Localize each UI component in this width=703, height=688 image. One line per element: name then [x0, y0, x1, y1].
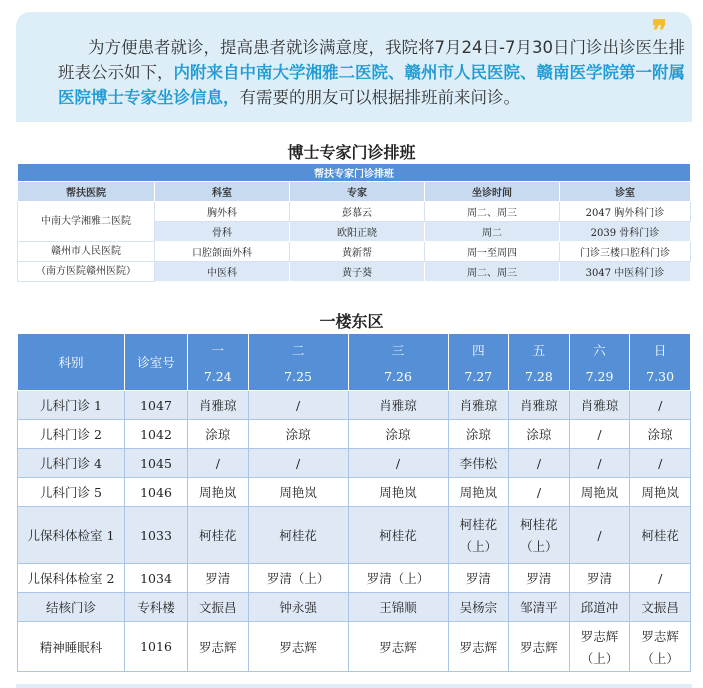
schedule-cell [630, 478, 691, 507]
expert-name: 黄子葵 [290, 262, 425, 282]
header-day-5 [509, 334, 570, 391]
schedule-cell [248, 420, 348, 449]
date-label: 7.28 [525, 368, 553, 384]
expert-dept: 胸外科 [155, 202, 290, 222]
cell-line: （上） [580, 650, 619, 666]
date-label: 7.25 [284, 368, 312, 384]
schedule-cell [509, 622, 570, 672]
cell-line: 钟永强 [279, 600, 317, 615]
header-day-7 [630, 334, 691, 391]
east-schedule-table [17, 333, 691, 672]
schedule-cell [630, 391, 691, 420]
expert-schedule-table [17, 163, 691, 282]
expert-time: 周二、周三 [425, 202, 560, 222]
expert-room: 3047 中医科门诊 [560, 262, 691, 282]
header-day-4 [448, 334, 509, 391]
expert-room: 2039 骨科门诊 [560, 222, 691, 242]
cell-line: 肖雅琼 [199, 398, 237, 413]
weekday-label: 日 [653, 342, 667, 358]
notice-box [16, 12, 692, 122]
cell-line: / [597, 527, 602, 543]
schedule-cell [509, 593, 570, 622]
weekday-label: 四 [472, 342, 485, 358]
expert-time: 周一至周四 [425, 242, 560, 262]
date-label: 7.30 [646, 368, 675, 384]
expert-dept: 中医科 [155, 262, 290, 282]
schedule-cell [188, 564, 249, 593]
table-row [18, 449, 691, 478]
cell-line: 邹清平 [520, 600, 558, 615]
notice-text [58, 35, 688, 110]
schedule-cell [569, 622, 630, 672]
schedule-cell [348, 391, 448, 420]
room-cell: 1034 [125, 564, 188, 593]
dept-cell: 儿保科体检室 2 [18, 564, 125, 593]
expert-time: 周二 [425, 222, 560, 242]
header-day-1 [188, 334, 249, 391]
cell-line: 柯桂花 [199, 528, 237, 543]
cell-line: 罗志辉 [580, 628, 619, 644]
schedule-cell [509, 391, 570, 420]
schedule-cell [348, 420, 448, 449]
schedule-cell [188, 420, 249, 449]
cell-line: 肖雅琼 [459, 398, 498, 413]
expert-time: 周二、周三 [425, 262, 560, 282]
expert-name: 黄新帮 [290, 242, 425, 262]
cell-line: 罗清（上） [366, 571, 430, 586]
room-cell: 1047 [125, 391, 188, 420]
expert-name: 欧阳正晓 [290, 222, 425, 242]
expert-table-caption: 帮扶专家门诊排班 [18, 164, 691, 182]
cell-line: 肖雅琼 [379, 398, 417, 413]
cell-line: 周艳岚 [459, 485, 498, 500]
date-label: 7.27 [464, 368, 493, 384]
schedule-cell [248, 478, 348, 507]
room-cell: 1016 [125, 622, 188, 672]
cell-line: 周艳岚 [279, 485, 317, 500]
schedule-cell [569, 564, 630, 593]
cell-line: / [658, 455, 663, 471]
cell-line: 罗志辉 [520, 639, 558, 655]
dept-cell: 儿科门诊 4 [18, 449, 125, 478]
schedule-cell [188, 622, 249, 672]
schedule-cell [509, 507, 570, 564]
notice-part2: 有需要的朋友可以根据排班前来问诊。 [239, 88, 520, 107]
schedule-cell [630, 622, 691, 672]
room-cell: 1033 [125, 507, 188, 564]
cell-line: 罗志辉 [199, 639, 237, 655]
east-section-title: 一楼东区 [319, 312, 384, 331]
expert-dept: 骨科 [155, 222, 290, 242]
schedule-cell [448, 564, 509, 593]
expert-room: 2047 胸外科门诊 [560, 202, 691, 222]
cell-line: 周艳岚 [379, 485, 417, 500]
header-dept: 科别 [18, 334, 125, 391]
schedule-cell [448, 420, 509, 449]
table-row [18, 593, 691, 622]
cell-line: 涂琼 [526, 427, 552, 442]
schedule-cell [509, 449, 570, 478]
header-room: 诊室 [560, 182, 691, 202]
cell-line: / [295, 397, 301, 413]
header-hospital: 帮扶医院 [18, 182, 155, 202]
header-day-2 [248, 334, 348, 391]
schedule-cell [448, 478, 509, 507]
cell-line: 罗清 [205, 571, 231, 586]
hospital-ganzhou-line1: 赣州市人民医院 [18, 242, 155, 262]
header-day-3 [348, 334, 448, 391]
cell-line: 罗志辉 [279, 639, 317, 655]
cell-line: （上） [641, 650, 679, 666]
schedule-cell [569, 478, 630, 507]
weekday-label: 二 [291, 342, 305, 358]
weekday-label: 五 [532, 342, 546, 358]
cell-line: 王锦顺 [379, 600, 417, 615]
table-row [18, 564, 691, 593]
schedule-cell [509, 564, 570, 593]
schedule-cell [348, 449, 448, 478]
schedule-cell [188, 449, 249, 478]
schedule-cell [248, 391, 348, 420]
cell-line: 涂琼 [647, 427, 673, 442]
schedule-cell [569, 391, 630, 420]
schedule-cell [248, 622, 348, 672]
cell-line: 文振昌 [199, 600, 237, 615]
cell-line: 周艳岚 [199, 485, 237, 500]
cell-line: / [295, 455, 301, 471]
header-time: 坐诊时间 [425, 182, 560, 202]
schedule-cell [348, 507, 448, 564]
schedule-cell [188, 507, 249, 564]
schedule-cell [569, 449, 630, 478]
cell-line: 肖雅琼 [580, 398, 619, 413]
cell-line: 罗清 [587, 571, 613, 586]
cell-line: 吴杨宗 [459, 600, 498, 615]
room-cell: 1042 [125, 420, 188, 449]
cell-line: 罗清（上） [266, 571, 330, 586]
schedule-cell [630, 507, 691, 564]
schedule-cell [448, 449, 509, 478]
weekday-label: 一 [211, 342, 225, 358]
cell-line: 柯桂花 [520, 517, 558, 532]
cell-line: 柯桂花 [379, 528, 417, 543]
schedule-cell [188, 593, 249, 622]
cell-line: / [597, 455, 602, 471]
dept-cell: 儿科门诊 1 [18, 391, 125, 420]
schedule-cell [630, 564, 691, 593]
cell-line: 罗志辉 [641, 628, 679, 644]
table-row [18, 507, 691, 564]
schedule-cell [248, 593, 348, 622]
cell-line: / [597, 426, 602, 442]
room-cell: 1046 [125, 478, 188, 507]
schedule-cell [569, 593, 630, 622]
cell-line: 文振昌 [641, 600, 679, 615]
schedule-cell [448, 622, 509, 672]
cell-line: 涂琼 [385, 427, 411, 442]
expert-room: 门诊三楼口腔科门诊 [560, 242, 691, 262]
dept-cell: 精神睡眠科 [18, 622, 125, 672]
hospital-xiangya: 中南大学湘雅二医院 [18, 202, 155, 242]
cell-line: / [536, 484, 542, 500]
header-room: 诊室号 [125, 334, 188, 391]
dept-cell: 儿保科体检室 1 [18, 507, 125, 564]
room-cell: 1045 [125, 449, 188, 478]
table-row [18, 420, 691, 449]
schedule-cell [348, 593, 448, 622]
cell-line: 罗志辉 [379, 639, 417, 655]
schedule-cell [569, 507, 630, 564]
schedule-cell [248, 449, 348, 478]
cell-line: （上） [520, 539, 558, 554]
schedule-cell [188, 478, 249, 507]
schedule-cell [348, 478, 448, 507]
hospital-ganzhou-line2: （南方医院赣州医院） [18, 262, 155, 282]
table-row [18, 391, 691, 420]
cell-line: 涂琼 [285, 427, 311, 442]
cell-line: 柯桂花 [641, 528, 679, 543]
cell-line: （上） [459, 539, 498, 554]
cell-line: 周艳岚 [580, 485, 619, 500]
header-day-6 [569, 334, 630, 391]
cell-line: 柯桂花 [459, 517, 498, 532]
cell-line: 罗清 [526, 571, 552, 586]
schedule-cell [448, 593, 509, 622]
weekday-label: 三 [391, 342, 405, 358]
schedule-cell [509, 478, 570, 507]
schedule-cell [348, 622, 448, 672]
schedule-cell [448, 507, 509, 564]
cell-line: 罗志辉 [459, 639, 498, 655]
schedule-cell [248, 507, 348, 564]
dept-cell: 儿科门诊 2 [18, 420, 125, 449]
notice-part1: 为方便患者就诊，提高患者就诊满意度，我院将7月24日-7月30日门诊出诊医生排班表公示如下， [58, 38, 685, 82]
date-label: 7.29 [585, 368, 614, 384]
dept-cell: 儿科门诊 5 [18, 478, 125, 507]
schedule-cell [630, 593, 691, 622]
date-label: 7.26 [384, 368, 412, 384]
schedule-cell [630, 420, 691, 449]
expert-name: 彭慕云 [290, 202, 425, 222]
cell-line: / [658, 570, 663, 586]
header-expert: 专家 [290, 182, 425, 202]
expert-dept: 口腔颌面外科 [155, 242, 290, 262]
cell-line: / [536, 455, 542, 471]
cell-line: 罗清 [465, 571, 491, 586]
cell-line: 柯桂花 [279, 528, 317, 543]
cell-line: 周艳岚 [641, 485, 679, 500]
table-row [18, 478, 691, 507]
schedule-cell [348, 564, 448, 593]
notice-highlight: 内附来自中南大学湘雅二医院、赣州市人民医院、赣南医学院第一附属医院博士专家坐诊信息， [58, 63, 685, 107]
date-label: 7.24 [203, 368, 232, 384]
cell-line: / [215, 455, 220, 471]
schedule-cell [188, 391, 249, 420]
expert-section-title: 博士专家门诊排班 [287, 143, 416, 162]
room-cell: 专科楼 [125, 593, 188, 622]
table-row [18, 622, 691, 672]
weekday-label: 六 [593, 342, 606, 358]
header-dept: 科室 [155, 182, 290, 202]
schedule-cell [569, 420, 630, 449]
cell-line: 涂琼 [465, 427, 491, 442]
cell-line: 涂琼 [205, 427, 231, 442]
cell-line: 肖雅琼 [520, 398, 558, 413]
bottom-bar [16, 684, 692, 688]
schedule-cell [630, 449, 691, 478]
quote-mark-icon: ❞ [651, 14, 664, 47]
schedule-cell [448, 391, 509, 420]
cell-line: / [658, 397, 663, 413]
schedule-cell [248, 564, 348, 593]
cell-line: 邱道冲 [580, 600, 619, 615]
schedule-cell [509, 420, 570, 449]
cell-line: 李伟松 [459, 456, 498, 471]
dept-cell: 结核门诊 [18, 593, 125, 622]
cell-line: / [395, 455, 401, 471]
